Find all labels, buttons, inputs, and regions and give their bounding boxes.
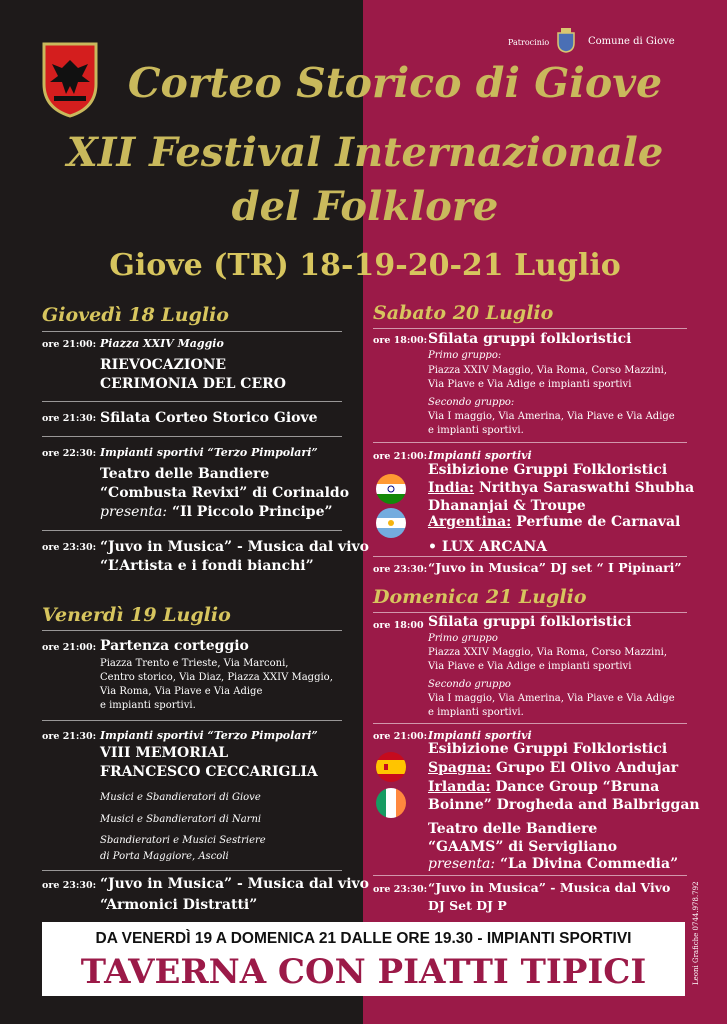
- country-label: Irlanda:: [428, 779, 491, 795]
- event-time: ore 21:00:: [42, 339, 97, 350]
- divider: [42, 630, 342, 631]
- event-title: Partenza corteggio: [100, 638, 249, 654]
- event-title: “La Divina Commedia”: [495, 856, 679, 872]
- group-name: Boinne” Drogheda and Balbriggan: [428, 797, 700, 813]
- route-line: Via I maggio, Via Amerina, Via Piave e Via Adige: [428, 693, 675, 704]
- event-time: ore 18:00: [373, 620, 424, 631]
- divider: [373, 442, 687, 443]
- route-line: Piazza XXIV Maggio, Via Roma, Corso Mazzini,: [428, 365, 668, 376]
- event-title: Esibizione Gruppi Folkloristici: [428, 741, 668, 757]
- event-time: ore 21:00:: [373, 731, 428, 742]
- event-title: CERIMONIA DEL CERO: [100, 376, 286, 392]
- event-time: ore 21:30:: [42, 413, 97, 424]
- event-title: VIII MEMORIAL: [100, 745, 229, 761]
- day-heading-sabato: Sabato 20 Luglio: [373, 302, 554, 324]
- india-flag-icon: [376, 474, 406, 504]
- divider: [42, 720, 342, 721]
- event-title: FRANCESCO CECCARIGLIA: [100, 764, 318, 780]
- comune-label: Comune di Giove: [588, 36, 675, 47]
- event-time: ore 21:00:: [373, 451, 428, 462]
- day-heading-venerdi: Venerdì 19 Luglio: [42, 604, 231, 626]
- event-place: Impianti sportivi: [428, 449, 532, 462]
- ireland-flag-icon: [376, 788, 406, 818]
- country-label: India:: [428, 480, 475, 496]
- event-title: “Juvo in Musica” - Musica dal Vivo: [428, 880, 671, 895]
- group-label: Primo gruppo: [428, 633, 498, 644]
- banner-subtitle: DA VENERDÌ 19 A DOMENICA 21 DALLE ORE 19.30 - IMPIANTI SPORTIVI: [95, 930, 632, 947]
- event-title: “L’Artista e i fondi bianchi”: [100, 558, 314, 574]
- route-line: Via Piave e Via Adige e impianti sportivi: [428, 661, 632, 672]
- municipal-crest-icon: [556, 27, 576, 53]
- day-heading-giovedi: Giovedì 18 Luglio: [42, 304, 229, 326]
- event-place: Impianti sportivi “Terzo Pimpolari”: [100, 729, 318, 742]
- presenta-label: presenta:: [428, 856, 496, 872]
- event-title: “Combusta Revixi” di Corinaldo: [100, 485, 350, 501]
- route-line: Via Piave e Via Adige e impianti sportivi: [428, 379, 632, 390]
- coat-of-arms-icon: [40, 40, 100, 120]
- divider: [42, 870, 342, 871]
- divider: [373, 328, 687, 329]
- divider: [42, 331, 342, 332]
- route-line: Piazza Trento e Trieste, Via Marconi,: [100, 658, 289, 669]
- event-place: Impianti sportivi: [428, 729, 532, 742]
- group-name: Nrithya Saraswathi Shubha: [474, 480, 695, 496]
- event-title: “Juvo in Musica” DJ set “ I Pipinari”: [428, 560, 682, 575]
- festival-dates: Giove (TR) 18-19-20-21 Luglio: [109, 248, 621, 283]
- country-label: Argentina:: [428, 514, 512, 530]
- group-label: Secondo gruppo: [428, 679, 511, 690]
- event-title: “GAAMS” di Servigliano: [428, 839, 618, 855]
- divider: [42, 436, 342, 437]
- event-title: RIEVOCAZIONE: [100, 357, 227, 373]
- divider: [373, 723, 687, 724]
- event-time: ore 22:30:: [42, 448, 97, 459]
- spain-flag-icon: [376, 752, 406, 782]
- event-title: DJ Set DJ P: [428, 898, 507, 913]
- route-line: Via Roma, Via Piave e Via Adige: [100, 686, 263, 697]
- divider: [42, 530, 342, 531]
- event-title: “Juvo in Musica” - Musica dal vivo: [100, 539, 369, 555]
- group-name: • LUX ARCANA: [428, 539, 548, 555]
- event-time: ore 21:00:: [42, 642, 97, 653]
- route-line: e impianti sportivi.: [428, 425, 524, 436]
- group-line: di Porta Maggiore, Ascoli: [100, 851, 229, 862]
- event-title: “Armonici Distratti”: [100, 897, 258, 913]
- group-name: Perfume de Carnaval: [511, 514, 681, 530]
- day-heading-domenica: Domenica 21 Luglio: [373, 586, 587, 608]
- divider: [373, 875, 687, 876]
- route-line: e impianti sportivi.: [428, 707, 524, 718]
- event-title: Sfilata Corteo Storico Giove: [100, 410, 318, 426]
- event-title: “Juvo in Musica” - Musica dal vivo: [100, 876, 369, 892]
- taverna-banner: [42, 922, 685, 996]
- country-label: Spagna:: [428, 760, 492, 776]
- group-label: Primo gruppo:: [428, 350, 502, 361]
- group-label: Secondo gruppo:: [428, 397, 515, 408]
- route-line: Centro storico, Via Diaz, Piazza XXIV Maggio,: [100, 672, 333, 683]
- event-title: Sfilata gruppi folkloristici: [428, 331, 632, 347]
- event-title: Teatro delle Bandiere: [100, 466, 270, 482]
- route-line: Piazza XXIV Maggio, Via Roma, Corso Mazzini,: [428, 647, 668, 658]
- event-place: Piazza XXIV Maggio: [100, 337, 224, 350]
- group-line: Musici e Sbandieratori di Narni: [100, 814, 262, 825]
- title-festival: XII Festival Internazionale: [66, 129, 664, 176]
- title-corteo: Corteo Storico di Giove: [127, 59, 663, 107]
- patrocinio-label: Patrocinio: [508, 38, 550, 47]
- event-time: ore 21:30:: [42, 731, 97, 742]
- event-title: Esibizione Gruppi Folkloristici: [428, 462, 668, 478]
- event-time: ore 23:30:: [42, 542, 97, 553]
- event-title: Sfilata gruppi folkloristici: [428, 614, 632, 630]
- group-line: Sbandieratori e Musici Sestriere: [100, 835, 266, 846]
- group-name: Dance Group “Bruna: [490, 779, 660, 795]
- divider: [373, 556, 687, 557]
- divider: [42, 401, 342, 402]
- print-credit: Leoni Grafiche 0744.978.792: [692, 881, 700, 985]
- title-folklore: del Folklore: [231, 183, 499, 230]
- group-name: Dhananjai & Troupe: [428, 498, 586, 514]
- event-time: ore 18:00:: [373, 335, 428, 346]
- banner-title: TAVERNA CON PIATTI TIPICI: [80, 952, 647, 992]
- event-time: ore 23:30:: [373, 884, 428, 895]
- route-line: Via I maggio, Via Amerina, Via Piave e Via Adige: [428, 411, 675, 422]
- event-time: ore 23:30:: [373, 564, 428, 575]
- group-line: Musici e Sbandieratori di Giove: [100, 792, 261, 803]
- event-time: ore 23:30:: [42, 880, 97, 891]
- event-place: Impianti sportivi “Terzo Pimpolari”: [100, 446, 318, 459]
- event-title: “Il Piccolo Principe”: [167, 504, 333, 520]
- presenta-label: presenta:: [100, 504, 168, 520]
- route-line: e impianti sportivi.: [100, 700, 196, 711]
- event-title: Teatro delle Bandiere: [428, 821, 598, 837]
- group-name: Grupo El Olivo Andujar: [491, 760, 679, 776]
- argentina-flag-icon: [376, 508, 406, 538]
